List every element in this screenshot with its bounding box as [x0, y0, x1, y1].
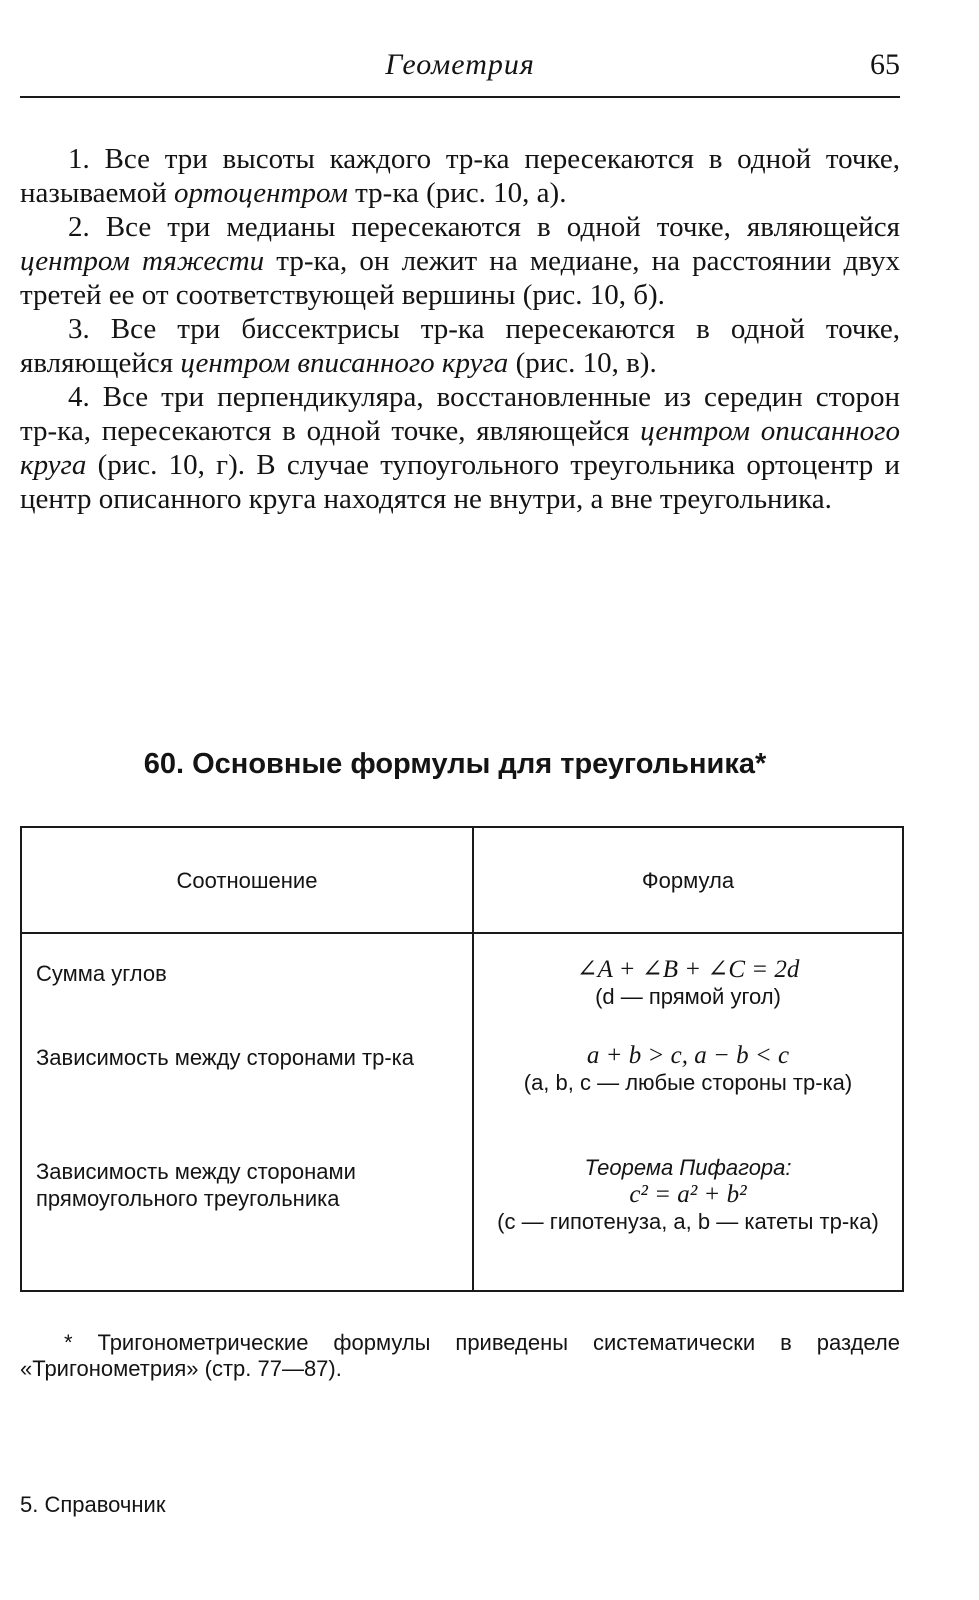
- paragraph-text: тр-ка (рис. 10, а).: [347, 177, 567, 209]
- running-title: Геометрия: [385, 48, 535, 81]
- paragraph-text: (рис. 10, в).: [508, 347, 657, 379]
- column-header-relation: Соотношение: [176, 868, 318, 893]
- paragraph-number: 2.: [68, 211, 90, 243]
- body-text: [20, 142, 900, 516]
- term: центром описанного круга: [20, 415, 900, 481]
- running-header: [20, 40, 900, 98]
- formula-cell: [474, 956, 902, 1010]
- header-divider: [22, 932, 902, 934]
- paragraph-text: (рис. 10, г). В случае тупоугольного треугольника ортоцентр и центр описанного круга находятся не внутри, а вне треугольника.: [20, 449, 900, 515]
- paragraph-1: [20, 142, 900, 210]
- printer-signature: 5. Справочник: [20, 1492, 166, 1517]
- formula-note: (a, b, c — любые стороны тр-ка): [523, 1070, 853, 1095]
- theorem-name: Теорема Пифагора:: [584, 1155, 792, 1180]
- relation-cell: Зависимость между сторонами прямоугольного треугольника: [36, 1159, 356, 1211]
- section-heading: 60. Основные формулы для треугольника*: [143, 748, 767, 780]
- term: центром вписанного круга: [180, 347, 509, 379]
- formula-table: [20, 826, 904, 1292]
- formula-cell: [474, 1154, 902, 1235]
- formula-cell: [474, 1042, 902, 1096]
- paragraph-number: 3.: [68, 313, 90, 345]
- relation-cell: Сумма углов: [36, 961, 167, 986]
- paragraph-3: [20, 312, 900, 380]
- page-number: 65: [870, 48, 900, 81]
- formula: c² = a² + b²: [629, 1181, 747, 1208]
- paragraph-text: Все три высоты каждого тр-ка пересекаются в одной точке, называемой: [20, 143, 900, 209]
- term: ортоцентром: [174, 177, 348, 209]
- formula-note: (d — прямой угол): [595, 984, 781, 1009]
- column-header-formula: Формула: [641, 868, 735, 893]
- paragraph-2: [20, 210, 900, 312]
- term: центром тяжести: [20, 245, 265, 277]
- formula-note: (c — гипотенуза, a, b — катеты тр-ка): [497, 1209, 879, 1234]
- paragraph-text: Все три перпендикуляра, восстановленные из середин сторон тр-ка, пересекаются в одной точке, являющейся: [20, 381, 900, 447]
- footnote-text: * Тригонометрические формулы приведены систематически в разделе «Тригонометрия» (стр. 77—87).: [20, 1330, 900, 1381]
- paragraph-text: Все три биссектрисы тр-ка пересекаются в одной точке, являющейся: [20, 313, 900, 379]
- paragraph-4: [20, 380, 900, 516]
- paragraph-text: Все три медианы пересекаются в одной точке, являющейся: [89, 211, 900, 243]
- footnote: [20, 1330, 900, 1382]
- paragraph-number: 1.: [68, 143, 90, 175]
- paragraph-text: тр-ка, он лежит на медиане, на расстоянии двух третей ее от соответствующей вершины (рис. 10, б).: [20, 245, 901, 311]
- formula: a + b > c, a − b < c: [586, 1042, 790, 1069]
- paragraph-number: 4.: [68, 381, 90, 413]
- formula: ∠A + ∠B + ∠C = 2d: [576, 956, 800, 983]
- relation-cell: Зависимость между сторонами тр-ка: [36, 1045, 415, 1070]
